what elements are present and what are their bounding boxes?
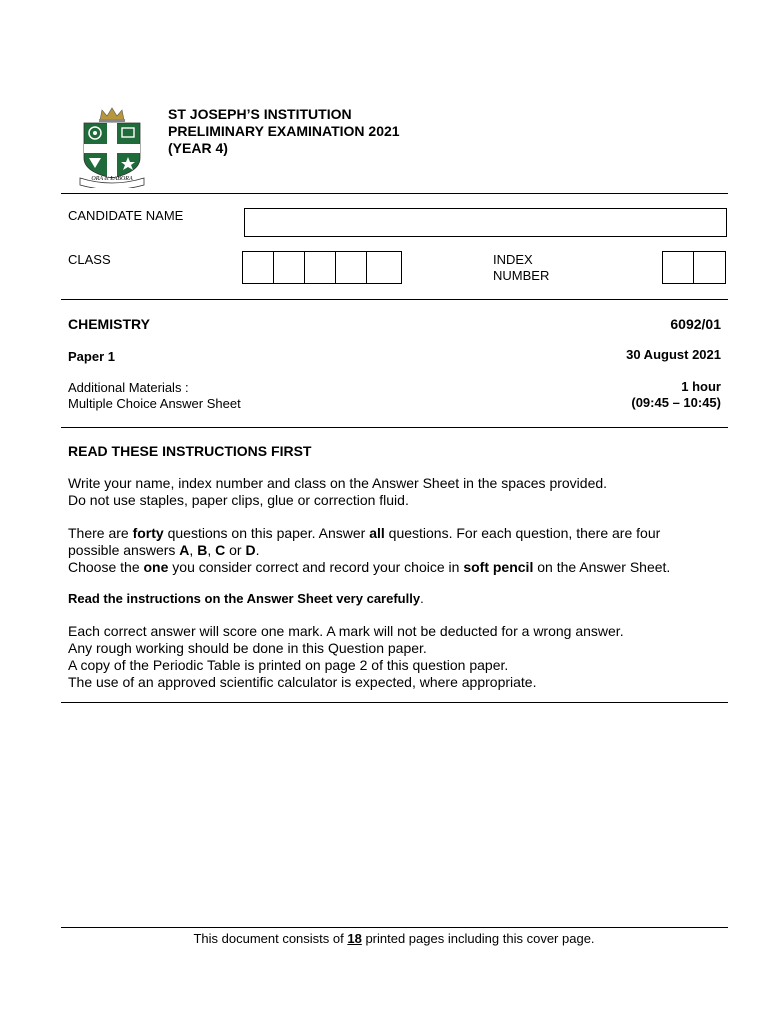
exam-time: (09:45 – 10:45)	[631, 395, 721, 410]
school-crest-logo	[78, 106, 146, 188]
school-name: ST JOSEPH’S INSTITUTION	[168, 106, 352, 122]
footer-divider	[61, 927, 728, 928]
materials-value: Multiple Choice Answer Sheet	[68, 396, 241, 411]
candidate-name-field[interactable]	[244, 208, 727, 237]
instructions-heading: READ THESE INSTRUCTIONS FIRST	[68, 443, 312, 459]
crest-motto: ORA et LABORA	[91, 176, 133, 182]
instruction-line: A copy of the Periodic Table is printed on page 2 of this question paper.	[68, 657, 509, 673]
index-label	[493, 252, 549, 284]
materials-label: Additional Materials :	[68, 380, 189, 395]
exam-title: PRELIMINARY EXAMINATION 2021	[168, 123, 400, 139]
page-count: 18	[347, 931, 362, 946]
instruction-line: Write your name, index number and class on the Answer Sheet in the spaces provided.	[68, 475, 608, 491]
class-cell[interactable]	[305, 252, 336, 283]
class-cell[interactable]	[367, 252, 398, 283]
index-number-field[interactable]	[662, 251, 726, 284]
index-label-line1: INDEX	[493, 252, 533, 267]
instruction-line: Each correct answer will score one mark. A mark will not be deducted for a wrong answer.	[68, 623, 624, 639]
class-field[interactable]	[242, 251, 402, 284]
divider	[61, 702, 728, 703]
class-cell[interactable]	[274, 252, 305, 283]
candidate-name-label: CANDIDATE NAME	[68, 208, 184, 223]
subject-title: CHEMISTRY	[68, 316, 150, 332]
duration: 1 hour	[681, 379, 721, 394]
class-cell[interactable]	[243, 252, 274, 283]
instruction-line: There are forty questions on this paper. Answer all questions. For each question, there are four	[68, 525, 661, 541]
exam-date: 30 August 2021	[626, 347, 721, 362]
index-label-line2: NUMBER	[493, 268, 550, 283]
instructions-block-2	[68, 525, 733, 576]
index-cell[interactable]	[663, 252, 694, 283]
instruction-line: Do not use staples, paper clips, glue or correction fluid.	[68, 492, 409, 508]
divider	[61, 299, 728, 300]
instruction-line: Any rough working should be done in this Question paper.	[68, 640, 427, 656]
class-cell[interactable]	[336, 252, 367, 283]
paper-code: 6092/01	[670, 316, 721, 332]
divider	[61, 427, 728, 428]
exam-level: (YEAR 4)	[168, 140, 228, 156]
instruction-line: possible answers A, B, C or D.	[68, 542, 260, 558]
instructions-block-3	[68, 623, 728, 691]
instructions-block-1	[68, 475, 728, 509]
page-count-note: This document consists of 18 printed pages including this cover page.	[193, 931, 595, 946]
divider	[61, 193, 728, 194]
instruction-line: Choose the one you consider correct and record your choice in soft pencil on the Answer Sheet.	[68, 559, 671, 575]
instruction-line: The use of an approved scientific calculator is expected, where appropriate.	[68, 674, 537, 690]
class-label: CLASS	[68, 252, 111, 267]
answer-sheet-note: Read the instructions on the Answer Sheet very carefully.	[68, 591, 424, 606]
index-cell[interactable]	[694, 252, 725, 283]
paper-number: Paper 1	[68, 349, 115, 364]
